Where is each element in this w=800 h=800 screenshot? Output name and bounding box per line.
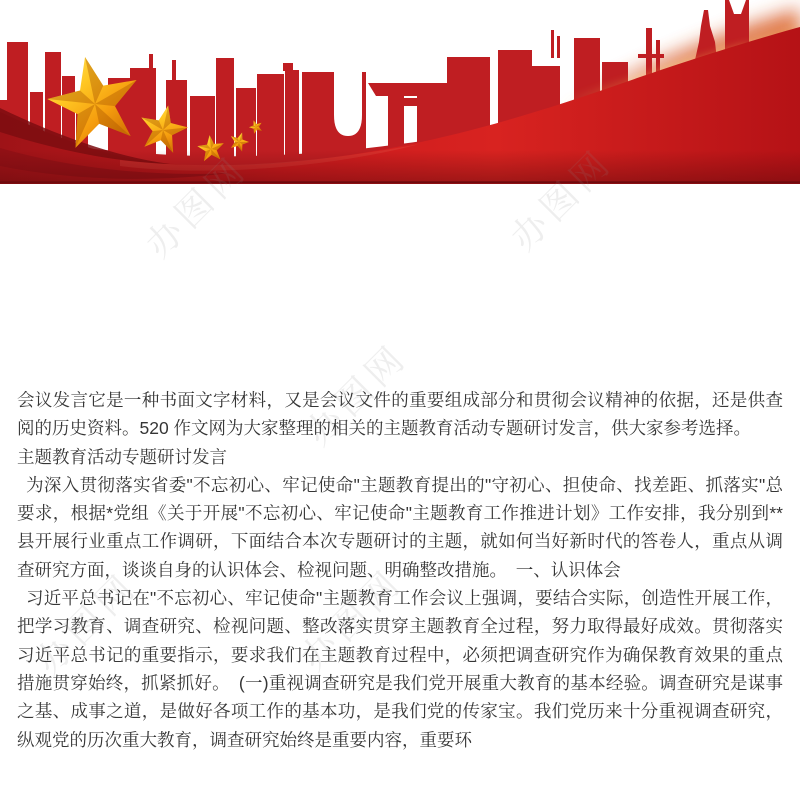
- watermark: 办图网: [27, 564, 146, 683]
- skyline-arch-cutout: [334, 72, 362, 136]
- watermark: 办图网: [137, 147, 256, 266]
- city-skyline-stars-ribbon-art: [0, 0, 800, 186]
- watermark: 办图网: [297, 335, 416, 454]
- paragraph: 为深入贯彻落实省委"不忘初心、牢记使命"主题教育提出的"守初心、担使命、找差距、抓落实"总要求，根据*党组《关于开展"不忘初心、牢记使命"主题教育工作推进计划》工作安排，我分别到**县开展行业重点工作调研，下面结合本次专题研讨的主题，就如何当好新时代的答卷人，重点从调查研究方面，谈谈自身的认识体会、检视问题、明确整改措施。 一、认识体会: [17, 474, 783, 580]
- paragraph: 主题教育活动专题研讨发言: [17, 446, 227, 467]
- header-banner: [0, 0, 800, 186]
- paragraph: 习近平总书记在"不忘初心、牢记使命"主题教育工作会议上强调，要结合实际，创造性开展工作，把学习教育、调查研究、检视问题、整改落实贯穿主题教育全过程，努力取得最好成效。贯彻落实习近平总书记的重要指示，要求我们在主题教育过程中，必须把调查研究作为确保教育效果的重点措施贯穿始终，抓紧抓好。 (一)重视调查研究是我们党开展重大教育的基本经验。调查研究是谋事之基、成事之道，是做好各项工作的基本功，是我们党的传家宝。我们党历来十分重视调查研究，纵观党的历次重大教育，调查研究始终是重要内容，重要环: [17, 588, 783, 750]
- watermark: 办图网: [502, 140, 621, 259]
- document-body: [17, 386, 783, 754]
- paragraph: 会议发言它是一种书面文字材料，又是会议文件的重要组成部分和贯彻会议精神的依据，还是供查阅的历史资料。520 作文网为大家整理的相关的主题教育活动专题研讨发言，供大家参考选择。: [17, 390, 783, 439]
- banner-bottom-line: [0, 181, 800, 183]
- watermark: 办图网: [292, 560, 411, 679]
